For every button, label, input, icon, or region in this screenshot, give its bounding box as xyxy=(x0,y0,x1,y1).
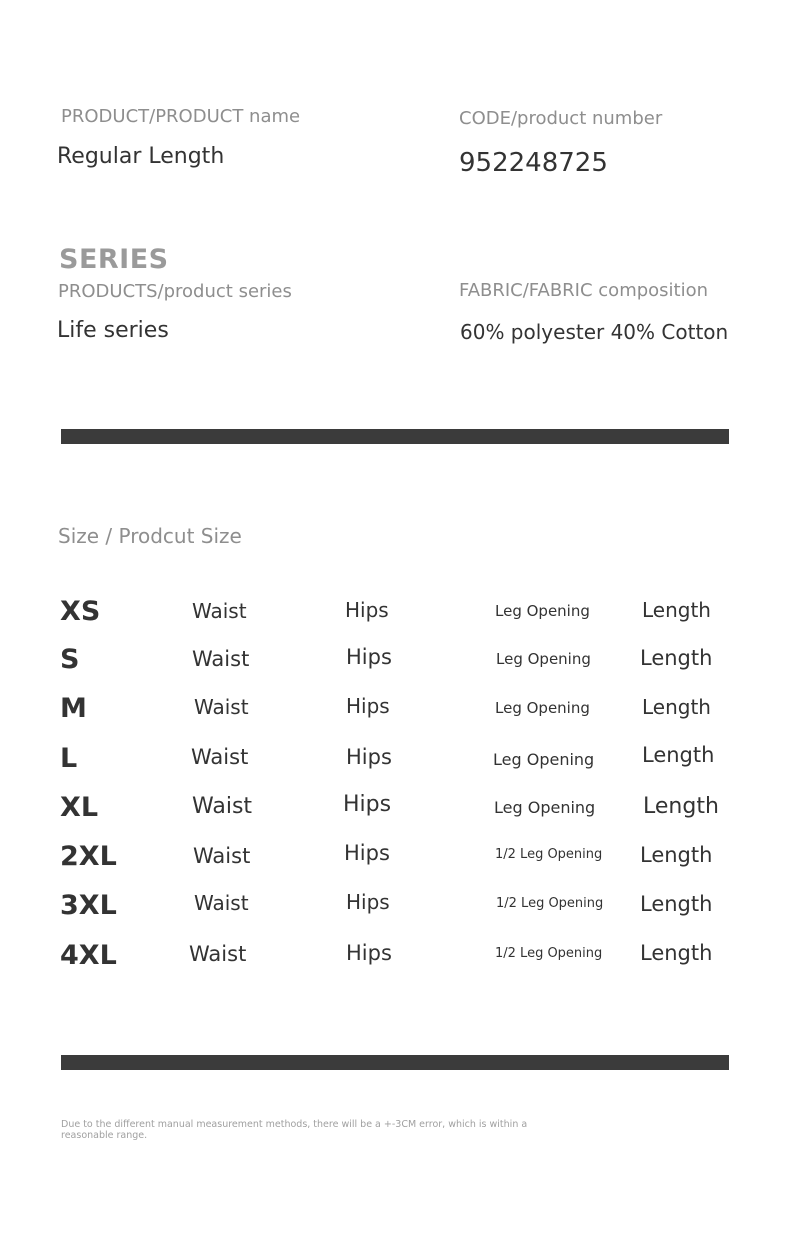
table-row xyxy=(0,841,790,881)
series-value: Life series xyxy=(57,318,169,343)
waist-label: Waist xyxy=(189,942,247,966)
length-label: Length xyxy=(643,794,719,819)
hips-label: Hips xyxy=(344,841,390,865)
hips-label: Hips xyxy=(346,941,392,965)
leg-opening-label: Leg Opening xyxy=(496,650,591,668)
series-heading: SERIES xyxy=(59,244,169,275)
hips-label: Hips xyxy=(343,792,392,817)
leg-opening-label: Leg Opening xyxy=(494,798,596,817)
fabric-label: FABRIC/FABRIC composition xyxy=(459,280,709,301)
waist-label: Waist xyxy=(194,891,249,915)
hips-label: Hips xyxy=(346,890,390,914)
waist-label: Waist xyxy=(194,695,249,719)
waist-label: Waist xyxy=(192,794,253,819)
product-code-value: 952248725 xyxy=(459,148,608,178)
size-label: 3XL xyxy=(60,890,117,921)
table-row xyxy=(0,890,790,930)
length-label: Length xyxy=(642,598,711,622)
table-row xyxy=(0,596,790,636)
hips-label: Hips xyxy=(346,694,390,718)
half-leg-opening-label: 1/2 Leg Opening xyxy=(495,847,603,862)
half-leg-opening-label: 1/2 Leg Opening xyxy=(496,896,604,911)
length-label: Length xyxy=(640,892,713,916)
hips-label: Hips xyxy=(346,745,392,769)
measurement-disclaimer: Due to the different manual measurement methods, there will be a +-3CM error, which is within a reasonable range. xyxy=(61,1119,528,1141)
waist-label: Waist xyxy=(192,647,250,671)
leg-opening-label: Leg Opening xyxy=(493,750,595,769)
length-label: Length xyxy=(642,743,715,767)
table-row xyxy=(0,940,790,980)
product-name-label: PRODUCT/PRODUCT name xyxy=(61,106,301,127)
half-leg-opening-label: 1/2 Leg Opening xyxy=(495,946,603,961)
product-code-label: CODE/product number xyxy=(459,108,663,129)
hips-label: Hips xyxy=(346,645,392,669)
table-row xyxy=(0,792,790,832)
size-label: XS xyxy=(60,596,101,627)
length-label: Length xyxy=(642,695,711,719)
table-row xyxy=(0,644,790,684)
size-label: 4XL xyxy=(60,940,117,971)
divider-bar-top xyxy=(61,429,729,444)
size-label: M xyxy=(60,693,87,724)
product-name-value: Regular Length xyxy=(57,144,225,169)
hips-label: Hips xyxy=(345,598,389,622)
waist-label: Waist xyxy=(191,745,249,769)
length-label: Length xyxy=(640,843,713,867)
table-row xyxy=(0,693,790,733)
length-label: Length xyxy=(640,941,713,965)
waist-label: Waist xyxy=(192,599,247,623)
leg-opening-label: Leg Opening xyxy=(495,699,590,717)
length-label: Length xyxy=(640,646,713,670)
size-label: L xyxy=(60,743,78,774)
leg-opening-label: Leg Opening xyxy=(495,602,590,620)
size-label: 2XL xyxy=(60,841,117,872)
fabric-value: 60% polyester 40% Cotton xyxy=(460,320,729,344)
size-label: XL xyxy=(60,792,99,823)
table-row xyxy=(0,743,790,783)
series-label: PRODUCTS/product series xyxy=(58,281,292,302)
divider-bar-bottom xyxy=(61,1055,729,1070)
waist-label: Waist xyxy=(193,844,251,868)
size-label: S xyxy=(60,644,80,675)
size-table-title: Size / Prodcut Size xyxy=(58,524,242,548)
